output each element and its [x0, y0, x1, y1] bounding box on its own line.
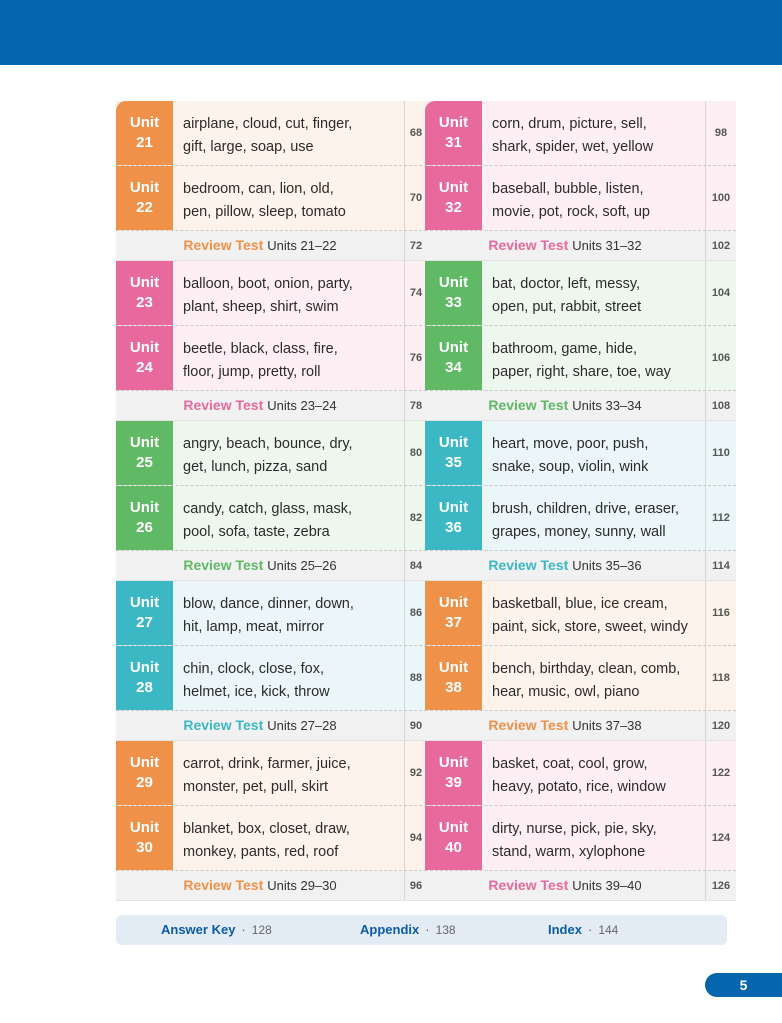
unit-row-39[interactable] — [425, 741, 736, 806]
unit-label: Unit — [129, 274, 160, 291]
unit-row-28[interactable] — [116, 646, 427, 711]
review-test-label — [425, 231, 705, 260]
review-test-label — [425, 551, 705, 580]
unit-label: Unit — [129, 179, 160, 196]
unit-badge — [425, 741, 482, 805]
vocabulary-line-1: candy, catch, glass, mask, — [183, 501, 352, 517]
vocabulary-line-2: paint, sick, store, sweet, windy — [492, 619, 688, 635]
unit-page-number: 118 — [705, 646, 736, 710]
unit-number: 40 — [445, 839, 462, 856]
unit-number: 23 — [136, 294, 153, 311]
review-test-label — [116, 231, 404, 260]
review-test-page: 120 — [705, 711, 736, 740]
review-test-row[interactable] — [116, 871, 427, 901]
review-test-title: Review Test — [488, 717, 569, 733]
vocabulary-line-2: hear, music, owl, piano — [492, 684, 640, 700]
unit-vocabulary — [173, 421, 404, 485]
unit-badge — [425, 646, 482, 710]
vocabulary-line-2: stand, warm, xylophone — [492, 844, 646, 860]
unit-vocabulary — [482, 486, 705, 550]
unit-row-27[interactable] — [116, 581, 427, 646]
unit-page-number: 124 — [705, 806, 736, 870]
unit-vocabulary — [173, 261, 404, 325]
unit-page-number: 110 — [705, 421, 736, 485]
unit-vocabulary — [482, 101, 705, 165]
unit-badge — [425, 326, 482, 390]
unit-number: 24 — [136, 359, 153, 376]
review-test-label — [116, 871, 404, 900]
unit-vocabulary — [173, 486, 404, 550]
appendix-dot: · — [425, 922, 430, 937]
vocabulary-line-1: beetle, black, class, fire, — [183, 341, 338, 357]
unit-row-38[interactable] — [425, 646, 736, 711]
unit-page-number: 112 — [705, 486, 736, 550]
unit-badge — [425, 101, 482, 165]
review-test-page: 102 — [705, 231, 736, 260]
review-test-title: Review Test — [488, 877, 569, 893]
unit-label: Unit — [129, 659, 160, 676]
vocabulary-line-1: bedroom, can, lion, old, — [183, 181, 334, 197]
unit-page-number: 94 — [404, 806, 427, 870]
unit-vocabulary — [482, 646, 705, 710]
appendix-page: 138 — [435, 923, 456, 937]
review-test-page: 96 — [404, 871, 427, 900]
unit-number: 22 — [136, 199, 153, 216]
toc-left-column — [116, 101, 427, 901]
unit-label: Unit — [129, 114, 160, 131]
unit-label: Unit — [438, 114, 469, 131]
unit-page-number: 92 — [404, 741, 427, 805]
vocabulary-line-1: angry, beach, bounce, dry, — [183, 436, 353, 452]
unit-row-33[interactable] — [425, 261, 736, 326]
review-test-title: Review Test — [183, 237, 264, 253]
unit-row-22[interactable] — [116, 166, 427, 231]
unit-badge — [425, 421, 482, 485]
unit-number: 21 — [136, 134, 153, 151]
answer-key-dot: · — [241, 922, 246, 937]
header-bar — [0, 0, 782, 65]
appendix-bar — [116, 915, 727, 945]
review-test-page: 90 — [404, 711, 427, 740]
unit-vocabulary — [173, 741, 404, 805]
review-test-page: 78 — [404, 391, 427, 420]
unit-row-31[interactable] — [425, 101, 736, 166]
vocabulary-line-2: monster, pet, pull, skirt — [183, 779, 329, 795]
unit-row-25[interactable] — [116, 421, 427, 486]
unit-vocabulary — [173, 806, 404, 870]
unit-badge — [116, 806, 173, 870]
unit-badge — [116, 101, 173, 165]
review-test-row[interactable] — [116, 551, 427, 581]
review-test-label — [116, 711, 404, 740]
vocabulary-line-1: blanket, box, closet, draw, — [183, 821, 350, 837]
unit-label: Unit — [129, 339, 160, 356]
unit-vocabulary — [482, 741, 705, 805]
review-test-row[interactable] — [116, 711, 427, 741]
unit-page-number: 98 — [705, 101, 736, 165]
vocabulary-line-1: bathroom, game, hide, — [492, 341, 638, 357]
unit-page-number: 76 — [404, 326, 427, 390]
unit-badge — [116, 486, 173, 550]
review-test-page: 84 — [404, 551, 427, 580]
unit-badge — [425, 261, 482, 325]
vocabulary-line-2: movie, pot, rock, soft, up — [492, 204, 650, 220]
vocabulary-line-1: brush, children, drive, eraser, — [492, 501, 679, 517]
unit-badge — [116, 421, 173, 485]
unit-number: 39 — [445, 774, 462, 791]
review-test-label — [425, 711, 705, 740]
unit-number: 29 — [136, 774, 153, 791]
unit-label: Unit — [438, 274, 469, 291]
vocabulary-line-1: balloon, boot, onion, party, — [183, 276, 353, 292]
unit-number: 32 — [445, 199, 462, 216]
review-test-title: Review Test — [183, 717, 264, 733]
unit-label: Unit — [438, 179, 469, 196]
unit-row-32[interactable] — [425, 166, 736, 231]
unit-page-number: 86 — [404, 581, 427, 645]
unit-row-29[interactable] — [116, 741, 427, 806]
unit-badge — [116, 166, 173, 230]
index-dot: · — [587, 922, 593, 937]
unit-vocabulary — [482, 261, 705, 325]
vocabulary-line-2: get, lunch, pizza, sand — [183, 459, 328, 475]
review-test-title: Review Test — [488, 397, 569, 413]
unit-label: Unit — [438, 339, 469, 356]
vocabulary-line-1: carrot, drink, farmer, juice, — [183, 756, 351, 772]
unit-label: Unit — [438, 754, 469, 771]
unit-badge — [425, 166, 482, 230]
index-page: 144 — [598, 923, 619, 937]
review-test-row[interactable] — [116, 231, 427, 261]
unit-number: 27 — [136, 614, 153, 631]
vocabulary-line-1: airplane, cloud, cut, finger, — [183, 116, 353, 132]
review-test-units: Units 31–32 — [572, 238, 642, 253]
review-test-units: Units 33–34 — [572, 398, 642, 413]
unit-label: Unit — [438, 659, 469, 676]
unit-vocabulary — [173, 326, 404, 390]
unit-label: Unit — [129, 819, 160, 836]
review-test-units: Units 39–40 — [572, 878, 642, 893]
unit-page-number: 106 — [705, 326, 736, 390]
unit-vocabulary — [482, 166, 705, 230]
review-test-label — [425, 391, 705, 420]
unit-row-37[interactable] — [425, 581, 736, 646]
unit-number: 34 — [445, 359, 462, 376]
unit-row-30[interactable] — [116, 806, 427, 871]
review-test-title: Review Test — [183, 397, 264, 413]
unit-number: 36 — [445, 519, 462, 536]
vocabulary-line-2: plant, sheep, shirt, swim — [183, 299, 339, 315]
review-test-units: Units 27–28 — [267, 718, 337, 733]
unit-page-number: 122 — [705, 741, 736, 805]
review-test-units: Units 21–22 — [267, 238, 337, 253]
review-test-units: Units 35–36 — [572, 558, 642, 573]
unit-vocabulary — [482, 326, 705, 390]
unit-label: Unit — [438, 434, 469, 451]
unit-page-number: 68 — [404, 101, 427, 165]
review-test-row[interactable] — [425, 551, 736, 581]
unit-number: 38 — [445, 679, 462, 696]
vocabulary-line-1: chin, clock, close, fox, — [183, 661, 325, 677]
unit-vocabulary — [173, 646, 404, 710]
unit-page-number: 80 — [404, 421, 427, 485]
appendix-link[interactable] — [360, 915, 456, 945]
vocabulary-line-1: blow, dance, dinner, down, — [183, 596, 354, 612]
unit-badge — [116, 261, 173, 325]
vocabulary-line-1: corn, drum, picture, sell, — [492, 116, 647, 132]
unit-page-number: 74 — [404, 261, 427, 325]
unit-page-number: 104 — [705, 261, 736, 325]
review-test-title: Review Test — [488, 557, 569, 573]
review-test-title: Review Test — [488, 237, 569, 253]
index-link[interactable] — [548, 915, 618, 945]
unit-number: 30 — [136, 839, 153, 856]
review-test-row[interactable] — [425, 871, 736, 901]
vocabulary-line-1: bench, birthday, clean, comb, — [492, 661, 681, 677]
unit-page-number: 116 — [705, 581, 736, 645]
unit-label: Unit — [438, 819, 469, 836]
unit-vocabulary — [173, 166, 404, 230]
review-test-page: 114 — [705, 551, 736, 580]
unit-label: Unit — [129, 594, 160, 611]
unit-badge — [425, 486, 482, 550]
unit-vocabulary — [173, 581, 404, 645]
unit-label: Unit — [129, 434, 160, 451]
vocabulary-line-2: monkey, pants, red, roof — [183, 844, 339, 860]
review-test-units: Units 23–24 — [267, 398, 337, 413]
review-test-page: 72 — [404, 231, 427, 260]
answer-key-label: Answer Key — [161, 922, 236, 937]
review-test-units: Units 25–26 — [267, 558, 337, 573]
review-test-row[interactable] — [425, 711, 736, 741]
review-test-label — [425, 871, 705, 900]
review-test-title: Review Test — [183, 877, 264, 893]
review-test-units: Units 29–30 — [267, 878, 337, 893]
unit-page-number: 100 — [705, 166, 736, 230]
review-test-title: Review Test — [183, 557, 264, 573]
unit-number: 25 — [136, 454, 153, 471]
review-test-label — [116, 391, 404, 420]
toc-right-column — [425, 101, 736, 901]
vocabulary-line-1: heart, move, poor, push, — [492, 436, 649, 452]
unit-row-40[interactable] — [425, 806, 736, 871]
unit-vocabulary — [482, 806, 705, 870]
unit-number: 37 — [445, 614, 462, 631]
vocabulary-line-1: baseball, bubble, listen, — [492, 181, 644, 197]
unit-row-36[interactable] — [425, 486, 736, 551]
unit-badge — [425, 806, 482, 870]
unit-row-34[interactable] — [425, 326, 736, 391]
review-test-row[interactable] — [425, 391, 736, 421]
index-label: Index — [548, 922, 582, 937]
unit-number: 33 — [445, 294, 462, 311]
unit-badge — [116, 326, 173, 390]
unit-page-number: 82 — [404, 486, 427, 550]
review-test-page: 126 — [705, 871, 736, 900]
unit-row-26[interactable] — [116, 486, 427, 551]
vocabulary-line-1: bat, doctor, left, messy, — [492, 276, 641, 292]
unit-row-21[interactable] — [116, 101, 427, 166]
vocabulary-line-2: grapes, money, sunny, wall — [492, 524, 666, 540]
vocabulary-line-2: hit, lamp, meat, mirror — [183, 619, 324, 635]
review-test-units: Units 37–38 — [572, 718, 642, 733]
vocabulary-line-2: pool, sofa, taste, zebra — [183, 524, 330, 540]
vocabulary-line-1: basket, coat, cool, grow, — [492, 756, 648, 772]
unit-badge — [425, 581, 482, 645]
unit-row-23[interactable] — [116, 261, 427, 326]
unit-number: 31 — [445, 134, 462, 151]
answer-key-page: 128 — [251, 923, 272, 937]
unit-badge — [116, 646, 173, 710]
vocabulary-line-2: shark, spider, wet, yellow — [492, 139, 654, 155]
vocabulary-line-2: heavy, potato, rice, window — [492, 779, 666, 795]
unit-label: Unit — [438, 594, 469, 611]
review-test-row[interactable] — [425, 231, 736, 261]
review-test-label — [116, 551, 404, 580]
unit-row-35[interactable] — [425, 421, 736, 486]
review-test-page: 108 — [705, 391, 736, 420]
unit-badge — [116, 741, 173, 805]
unit-vocabulary — [482, 581, 705, 645]
vocabulary-line-2: floor, jump, pretty, roll — [183, 364, 321, 380]
unit-number: 26 — [136, 519, 153, 536]
vocabulary-line-2: helmet, ice, kick, throw — [183, 684, 330, 700]
unit-vocabulary — [173, 101, 404, 165]
unit-number: 28 — [136, 679, 153, 696]
unit-label: Unit — [129, 754, 160, 771]
unit-row-24[interactable] — [116, 326, 427, 391]
answer-key-link[interactable] — [161, 915, 272, 945]
vocabulary-line-2: snake, soup, violin, wink — [492, 459, 649, 475]
page-number: 5 — [705, 973, 782, 997]
vocabulary-line-1: basketball, blue, ice cream, — [492, 596, 668, 612]
unit-number: 35 — [445, 454, 462, 471]
vocabulary-line-1: dirty, nurse, pick, pie, sky, — [492, 821, 657, 837]
unit-page-number: 88 — [404, 646, 427, 710]
unit-badge — [116, 581, 173, 645]
vocabulary-line-2: open, put, rabbit, street — [492, 299, 642, 315]
unit-label: Unit — [438, 499, 469, 516]
unit-page-number: 70 — [404, 166, 427, 230]
vocabulary-line-2: paper, right, share, toe, way — [492, 364, 671, 380]
vocabulary-line-2: gift, large, soap, use — [183, 139, 314, 155]
unit-label: Unit — [129, 499, 160, 516]
review-test-row[interactable] — [116, 391, 427, 421]
vocabulary-line-2: pen, pillow, sleep, tomato — [183, 204, 346, 220]
appendix-label: Appendix — [360, 922, 420, 937]
unit-vocabulary — [482, 421, 705, 485]
